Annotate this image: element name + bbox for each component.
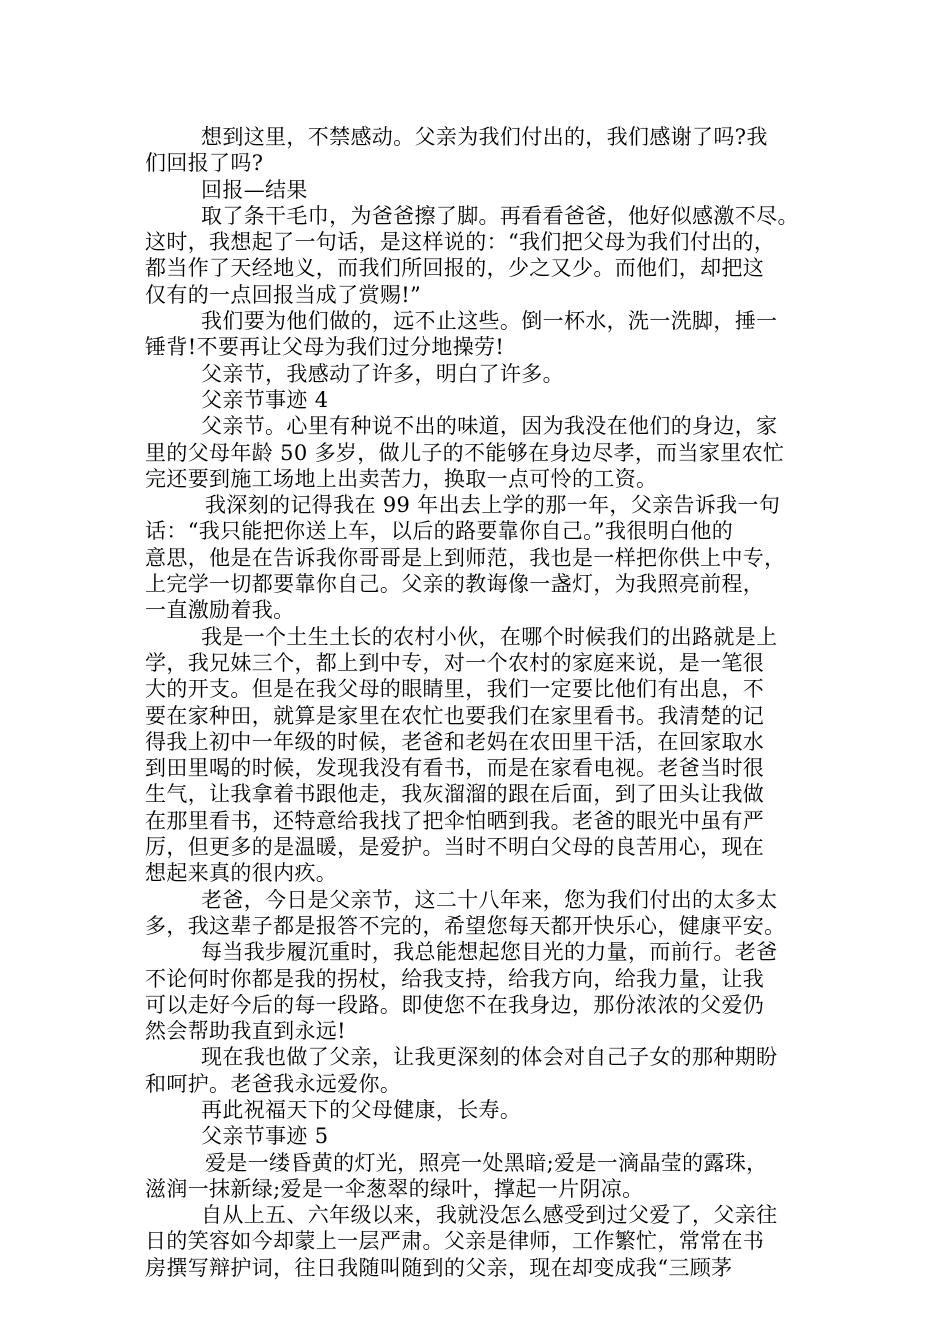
text-line: 再此祝福天下的父母健康，长寿。 [201, 1097, 522, 1122]
text-line: 生气，让我拿着书跟他走，我灰溜溜的跟在后面，到了田头让我做 [145, 782, 765, 807]
text-line: 这时，我想起了一句话，是这样说的：“我们把父母为我们付出的， [145, 230, 776, 255]
text-line: 仅有的一点回报当成了赏赐!” [145, 282, 422, 307]
text-line: 上完学一切都要靠你自己。父亲的教诲像一盏灯，为我照亮前程， [145, 572, 765, 597]
text-line: 想起来真的很内疚。 [145, 861, 338, 886]
text-line: 父亲节。心里有种说不出的味道，因为我没在他们的身边，家 [201, 414, 778, 439]
text-line: 多，我这辈子都是报答不完的，希望您每天都开快乐心，健康平安。 [145, 913, 786, 938]
text-line: 我们要为他们做的，远不止这些。倒一杯水，洗一洗脚，捶一 [201, 309, 778, 334]
text-line: 爱是一缕昏黄的灯光，照亮一处黑暗;爱是一滴晶莹的露珠， [205, 1150, 768, 1175]
text-line: 想到这里，不禁感动。父亲为我们付出的，我们感谢了吗?我 [201, 125, 768, 149]
text-line: 取了条干毛巾，为爸爸擦了脚。再看看爸爸，他好似感激不尽。 [201, 203, 799, 228]
text-line: 现在我也做了父亲，让我更深刻的体会对自己子女的那种期盼 [201, 1045, 778, 1070]
text-line: 自从上五、六年级以来，我就没怎么感受到过父爱了，父亲往 [201, 1203, 778, 1228]
text-line: 一直激励着我。 [145, 598, 295, 623]
text-line: 完还要到施工场地上出卖苦力，换取一点可怜的工资。 [145, 466, 658, 491]
text-line: 学，我兄妹三个，都上到中专，对一个农村的家庭来说，是一笔很 [145, 650, 765, 675]
text-line: 房撰写辩护词，往日我随叫随到的父亲，现在却变成我“三顾茅 [145, 1255, 733, 1280]
text-line: 得我上初中一年级的时候，老爸和老妈在农田里干活，在回家取水 [145, 729, 765, 754]
text-line: 大的开支。但是在我父母的眼睛里，我们一定要比他们有出息，不 [145, 677, 765, 702]
text-line: 到田里喝的时候，发现我没有看书，而是在家看电视。老爸当时很 [145, 756, 765, 781]
text-line: 都当作了天经地义，而我们所回报的，少之又少。而他们，却把这 [145, 256, 765, 281]
text-line: 可以走好今后的每一段路。即使您不在我身边，那份浓浓的父爱仍 [145, 992, 765, 1017]
text-line: 父亲节事迹 4 [201, 387, 329, 412]
text-line: 回报—结果 [201, 177, 308, 202]
text-line: 父亲节事迹 5 [201, 1124, 329, 1149]
text-line: 意思，他是在告诉我你哥哥是上到师范，我也是一样把你供上中专， [145, 545, 786, 570]
text-line: 里的父母年龄 50 多岁，做儿子的不能够在身边尽孝，而当家里农忙 [145, 440, 785, 465]
text-line: 父亲节，我感动了许多，明白了许多。 [201, 361, 564, 386]
document-body [145, 124, 807, 1281]
text-line: 话：“我只能把你送上车，以后的路要靠你自己。”我很明白他的 [145, 519, 734, 544]
text-line: 我是一个土生土长的农村小伙，在哪个时候我们的出路就是上 [201, 624, 778, 649]
text-line: 滋润一抹新绿;爱是一伞葱翠的绿叶，撑起一片阴凉。 [145, 1176, 644, 1201]
text-line: 不论何时你都是我的拐杖，给我支持，给我方向，给我力量，让我 [145, 966, 765, 991]
text-line: 和呵护。老爸我永远爱你。 [145, 1071, 402, 1096]
text-line: 们回报了吗? [145, 151, 264, 176]
text-line: 锤背!不要再让父母为我们过分地操劳! [145, 335, 505, 360]
text-line: 然会帮助我直到永远! [145, 1019, 346, 1044]
text-line: 每当我步履沉重时，我总能想起您目光的力量，而前行。老爸 [201, 940, 778, 965]
text-line: 日的笑容如今却蒙上一层严肃。父亲是律师，工作繁忙，常常在书 [145, 1229, 765, 1254]
text-line: 我深刻的记得我在 99 年出去上学的那一年，父亲告诉我一句 [205, 493, 781, 518]
text-line: 要在家种田，就算是家里在农忙也要我们在家里看书。我清楚的记 [145, 703, 765, 728]
text-line: 在那里看书，还特意给我找了把伞怕晒到我。老爸的眼光中虽有严 [145, 808, 765, 833]
text-line: 老爸，今日是父亲节，这二十八年来，您为我们付出的太多太 [201, 887, 778, 912]
text-line: 厉，但更多的是温暖，是爱护。当时不明白父母的良苦用心，现在 [145, 835, 765, 860]
